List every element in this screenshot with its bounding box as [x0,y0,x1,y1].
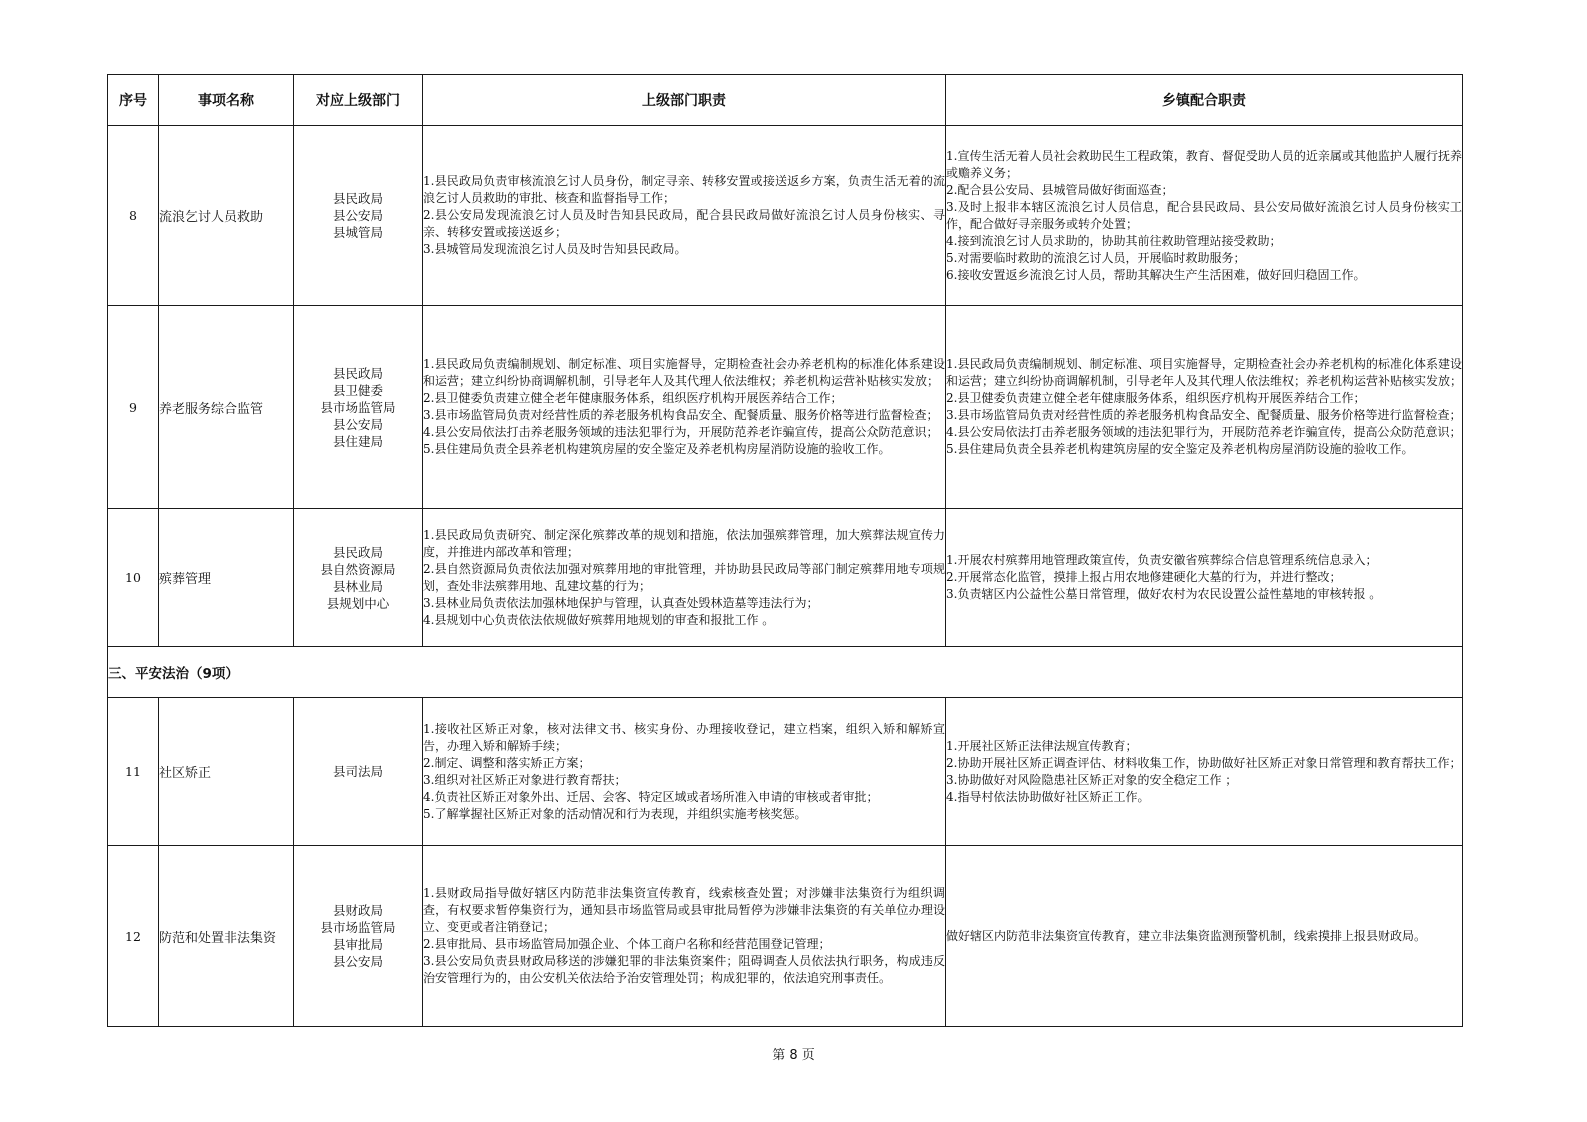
duty-line: 2.县公安局发现流浪乞讨人员及时告知县民政局，配合县民政局做好流浪乞讨人员身份核实、寻亲、转移安置或接送返乡； [423,208,945,239]
duty-line: 3.县市场监管局负责对经营性质的养老服务机构食品安全、配餐质量、服务价格等进行监督检查； [423,408,939,422]
row-item-name: 殡葬管理 [159,509,294,647]
duty-line: 1.开展社区矫正法律法规宣传教育； [946,738,1138,753]
duty-line: 3.组织对社区矫正对象进行教育帮扶； [423,772,627,787]
dept-name: 县公安局 [332,208,383,223]
dept-name: 县规划中心 [326,595,390,611]
duty-line: 2.制定、调整和落实矫正方案； [423,755,591,770]
row-upper-duty [423,846,946,1027]
duty-line: 1.县民政局负责研究、制定深化殡葬改革的规划和措施，依法加强殡葬管理，加大殡葬法规宣传力度，并推进内部改革和管理； [423,527,945,559]
dept-name: 县司法局 [332,764,383,779]
row-item-name: 防范和处置非法集资 [159,846,294,1027]
row-seq: 8 [108,126,159,306]
section-row [108,647,1463,698]
dept-name: 县民政局 [332,191,383,206]
dept-name: 县自然资源局 [320,561,396,577]
row-seq: 12 [108,846,159,1027]
duty-line: 5.对需要临时救助的流浪乞讨人员，开展临时救助服务； [946,250,1246,265]
duty-line: 1.接收社区矫正对象，核对法律文书、核实身份、办理接收登记，建立档案，组织入矫和解矫宣告，办理入矫和解矫手续； [423,721,945,753]
row-upper-duty [423,126,946,306]
table-row-11 [108,698,1463,846]
duty-line: 4.县公安局依法打击养老服务领域的违法犯罪行为，开展防范养老诈骗宣传，提高公众防范意识； [946,425,1462,439]
responsibility-table-sheet [107,74,1462,1027]
header-upper-duty: 上级部门职责 [423,75,946,126]
duty-line: 1.县民政局负责编制规划、制定标准、项目实施督导，定期检查社会办养老机构的标准化体系建设和运营；建立纠纷协商调解机制，引导老年人及其代理人依法维权；养老机构运营补贴核实发放； [946,357,1463,388]
dept-name: 县审批局 [332,937,383,952]
duty-line: 1.县民政局负责编制规划、制定标准、项目实施督导，定期检查社会办养老机构的标准化体系建设和运营；建立纠纷协商调解机制，引导老年人及其代理人依法维权；养老机构运营补贴核实发放； [423,357,945,388]
row-upper-duty [423,509,946,647]
duty-line: 4.接到流浪乞讨人员求助的，协助其前往救助管理站接受救助； [946,233,1282,248]
duty-line: 5.了解掌握社区矫正对象的活动情况和行为表现，并组织实施考核奖惩。 [423,806,807,821]
duty-line: 2.县卫健委负责建立健全老年健康服务体系，组织医疗机构开展医养结合工作； [946,391,1366,405]
row-depts [294,846,423,1027]
row-town-duty [946,126,1463,306]
duty-line: 5.县住建局负责全县养老机构建筑房屋的安全鉴定及养老机构房屋消防设施的验收工作。 [946,442,1414,456]
table-row-9 [108,306,1463,509]
duty-line: 3.县市场监管局负责对经营性质的养老服务机构食品安全、配餐质量、服务价格等进行监督检查； [946,408,1462,422]
duty-line: 1.开展农村殡葬用地管理政策宣传，负责安徽省殡葬综合信息管理系统信息录入； [946,553,1378,567]
duty-line: 2.开展常态化监管，摸排上报占用农地修建硬化大墓的行为，并进行整改； [946,570,1342,584]
row-seq: 9 [108,306,159,509]
row-town-duty [946,509,1463,647]
row-item-name: 流浪乞讨人员救助 [159,126,294,306]
duty-line: 3.县城管局发现流浪乞讨人员及时告知县民政局。 [423,242,687,256]
row-upper-duty [423,306,946,509]
duty-line: 做好辖区内防范非法集资宣传教育，建立非法集资监测预警机制，线索摸排上报县财政局。 [946,928,1427,943]
duty-line: 4.县公安局依法打击养老服务领域的违法犯罪行为，开展防范养老诈骗宣传，提高公众防范意识； [423,425,939,439]
row-town-duty [946,846,1463,1027]
dept-name: 县市场监管局 [320,399,396,415]
dept-name: 县公安局 [332,954,383,969]
duty-line: 2.配合县公安局、县城管局做好街面巡查； [946,182,1174,197]
header-row [108,75,1463,126]
row-depts [294,306,423,509]
duty-line: 1.县民政局负责审核流浪乞讨人员身份，制定寻亲、转移安置或接送返乡方案，负责生活无着的流浪乞讨人员救助的审批、核查和监督指导工作； [423,174,945,205]
duty-line: 4.县规划中心负责依法依规做好殡葬用地规划的审查和报批工作 。 [423,612,775,627]
duty-line: 3.及时上报非本辖区流浪乞讨人员信息，配合县民政局、县公安局做好流浪乞讨人员身份核实工作，配合做好寻亲服务或转介处置； [946,199,1462,231]
dept-name: 县城管局 [332,225,383,240]
row-seq: 10 [108,509,159,647]
header-item-name: 事项名称 [159,75,294,126]
duty-line: 1.县财政局指导做好辖区内防范非法集资宣传教育，线索核查处置；对涉嫌非法集资行为组织调查，有权要求暂停集资行为，通知县市场监管局或县审批局暂停为涉嫌非法集资的有关单位办理设立、变更或者注销登记； [423,886,945,934]
header-town-duty: 乡镇配合职责 [946,75,1463,126]
page-number: 第 8 页 [772,1048,815,1063]
dept-name: 县市场监管局 [320,920,396,935]
duty-line: 6.接收安置返乡流浪乞讨人员，帮助其解决生产生活困难，做好回归稳固工作。 [946,267,1366,282]
duty-line: 1.宣传生活无着人员社会救助民生工程政策，教育、督促受助人员的近亲属或其他监护人履行抚养或赡养义务； [946,148,1462,180]
dept-name: 县林业局 [332,578,383,594]
header-seq: 序号 [108,75,159,126]
row-depts [294,509,423,647]
duty-line: 3.协助做好对风险隐患社区矫正对象的安全稳定工作 ； [946,772,1238,787]
row-upper-duty [423,698,946,846]
dept-name: 县住建局 [332,433,383,449]
dept-name: 县财政局 [332,903,383,918]
duty-line: 3.县公安局负责县财政局移送的涉嫌犯罪的非法集资案件；阻碍调查人员依法执行职务，构成违反治安管理行为的，由公安机关依法给予治安管理处罚；构成犯罪的，依法追究刑事责任。 [423,954,945,985]
row-town-duty [946,306,1463,509]
table-row-12 [108,846,1463,1027]
duty-line: 4.负责社区矫正对象外出、迁居、会客、特定区域或者场所准入申请的审核或者审批； [423,789,879,804]
duty-line: 5.县住建局负责全县养老机构建筑房屋的安全鉴定及养老机构房屋消防设施的验收工作。 [423,442,891,456]
duty-line: 3.县林业局负责依法加强林地保护与管理，认真查处毁林造墓等违法行为； [423,595,819,610]
dept-name: 县民政局 [332,365,383,381]
row-depts [294,698,423,846]
table-row-8 [108,126,1463,306]
row-town-duty [946,698,1463,846]
row-item-name: 社区矫正 [159,698,294,846]
duty-line: 2.县自然资源局负责依法加强对殡葬用地的审批管理，并协助县民政局等部门制定殡葬用地专项规划，查处非法殡葬用地、乱建坟墓的行为； [423,561,945,593]
table-row-10 [108,509,1463,647]
duty-line: 2.县卫健委负责建立健全老年健康服务体系，组织医疗机构开展医养结合工作； [423,391,843,405]
dept-name: 县卫健委 [332,382,383,398]
row-depts [294,126,423,306]
duty-line: 3.负责辖区内公益性公墓日常管理，做好农村为农民设置公益性墓地的审核转报 。 [946,587,1382,601]
dept-name: 县民政局 [332,544,383,560]
section-title: 三、平安法治（9项） [108,647,1463,698]
duty-line: 2.县审批局、县市场监管局加强企业、个体工商户名称和经营范围登记管理； [423,937,831,951]
dept-name: 县公安局 [332,416,383,432]
row-seq: 11 [108,698,159,846]
duty-line: 2.协助开展社区矫正调查评估、材料收集工作，协助做好社区矫正对象日常管理和教育帮扶工作； [946,755,1462,770]
responsibility-table [107,74,1463,1027]
row-item-name: 养老服务综合监管 [159,306,294,509]
header-upper-dept: 对应上级部门 [294,75,423,126]
duty-line: 4.指导村依法协助做好社区矫正工作。 [946,789,1150,804]
